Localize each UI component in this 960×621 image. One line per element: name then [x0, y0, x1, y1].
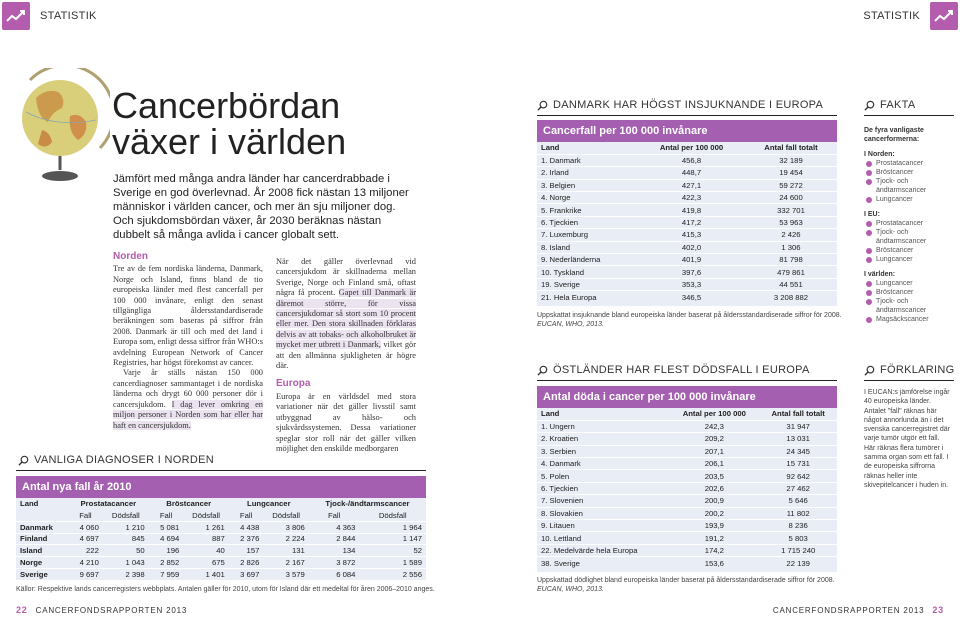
sub-header: Dödsfall [378, 510, 407, 520]
list-item [864, 297, 954, 315]
list-item-text: Bröstcancer [876, 289, 914, 296]
table-cell-tot: 5 803 [788, 533, 808, 543]
table-cell: 1 043 [125, 557, 145, 567]
table-row [537, 495, 837, 507]
col-header-per: Antal per 100 000 [682, 409, 746, 419]
table-cell-land: 2. Kroatien [541, 434, 579, 444]
col-header-land: Land [20, 499, 39, 509]
table-row [537, 254, 837, 266]
table-cell-land: 5. Frankrike [541, 205, 582, 215]
table-cell-land: 9. Nederländerna [541, 255, 601, 265]
table-row [537, 520, 837, 532]
list-item [864, 228, 954, 246]
sub-header: Dödsfall [192, 510, 220, 520]
table-row [537, 445, 837, 457]
table-row [537, 216, 837, 228]
table-cell: 4 210 [79, 557, 99, 567]
table-cell-per: 401,9 [681, 255, 702, 265]
table-cell: 2 398 [125, 569, 145, 579]
table-cell-tot: 8 236 [788, 521, 808, 531]
table-cell: 2 826 [240, 557, 260, 567]
table-cell-land: 5. Polen [541, 471, 570, 481]
table-cell-tot: 13 031 [786, 434, 810, 444]
table-row [537, 278, 837, 290]
list-item-text: Prostatacancer [876, 220, 924, 227]
table-row [16, 533, 426, 545]
bullet-icon [866, 230, 872, 236]
bullet-icon [866, 221, 872, 227]
table-cell-per: 346,5 [681, 292, 702, 302]
globe-illustration [12, 68, 110, 186]
nordic-table [16, 498, 426, 580]
table-cell: 1 589 [402, 557, 422, 567]
bullet-icon [866, 197, 872, 203]
table-cell-tot: 31 947 [786, 422, 810, 432]
table-row [537, 470, 837, 482]
table-cell-per: 397,6 [681, 267, 702, 277]
bullet-icon [866, 290, 872, 296]
publication-name: CANCERFONDSRAPPORTEN 2013 [772, 605, 925, 615]
table-row [537, 433, 837, 445]
table-row [537, 204, 837, 216]
list-item [864, 177, 954, 195]
list-item [864, 246, 954, 255]
table-cell: 2 376 [240, 534, 260, 544]
table-cell-per: 417,2 [681, 218, 702, 228]
bullet-icon [866, 248, 872, 254]
bullet-icon [866, 161, 872, 167]
table-row [16, 556, 426, 568]
list-item-text: Lungcancer [876, 196, 913, 203]
body-paragraph: När det gäller överlevnad vid cancersjukdom är skillnaderna mellan Sverige, Norge och Finland små, oftast några få procent. Gapet till Danmark är däremot större, för vissa cancersjukdomar så stort som 10 procent eller mer. Den stora skillnaden förklaras delvis av att tobaks- och alkoholbruket är mycket mer utbrett i Danmark, vilket gör att den allmänna sjukligheten är högre där. [276, 257, 416, 371]
row-country: Island [20, 546, 43, 556]
table-row [537, 291, 837, 303]
table-cell: 5 081 [160, 522, 180, 532]
denmark-table-title: Cancerfall per 100 000 invånare [537, 120, 837, 142]
table-row [537, 266, 837, 278]
table-cell: 3 579 [285, 569, 305, 579]
table-cell: 675 [211, 557, 225, 567]
table-cell-land: 9. Litauen [541, 521, 575, 531]
norden-heading: Norden [113, 251, 148, 262]
table-cell-per: 456,8 [681, 156, 702, 166]
row-country: Norge [20, 557, 43, 567]
table-row [16, 568, 426, 580]
bullet-icon [866, 179, 872, 185]
table-cell: 131 [292, 546, 305, 556]
nordic-source: Källor: Respektive lands cancerregisters webbplats. Antalen gäller för 2010, utom för Island där ett medeltal för åren 2006–2010 anges. [16, 586, 435, 593]
list-item [864, 195, 954, 204]
table-cell-land: 8. Slovakien [541, 508, 583, 518]
table-row [537, 458, 837, 470]
sub-header: Fall [159, 510, 173, 520]
table-cell-tot: 24 345 [786, 446, 810, 456]
table-row [537, 167, 837, 179]
list-item-text: Tjock- och ändtarmscancer [876, 298, 927, 314]
table-cell: 4 694 [160, 534, 180, 544]
chart-icon [2, 2, 30, 30]
table-cell-land: 3. Belgien [541, 180, 576, 190]
table-cell: 2 224 [285, 534, 305, 544]
list-item [864, 159, 954, 168]
list-item [864, 219, 954, 228]
table-cell: 9 697 [79, 569, 99, 579]
list-item-text: Bröstcancer [876, 247, 914, 254]
table-cell: 4 438 [240, 522, 260, 532]
page-number: 22 [16, 605, 28, 615]
table-row [537, 179, 837, 191]
table-cell-tot: 32 189 [779, 156, 803, 166]
magnifier-icon [864, 100, 875, 111]
table-cell-land: 4. Danmark [541, 459, 581, 469]
table-cell-land: 38. Sverige [541, 558, 580, 568]
list-item [864, 288, 954, 297]
table-cell-tot: 44 551 [779, 279, 803, 289]
body-paragraph: Europa är en världsdel med stora variationer när det gäller livsstil samt utbyggnad av hälso- och sjukvårdssystemen. Dessa variationer speglar stor roll när det gäller vilken möjlighet den enskilde medborgaren [276, 391, 416, 453]
table-cell: 40 [216, 546, 225, 556]
fakta-heading: FAKTA [864, 99, 916, 111]
list-item-text: Prostatacancer [876, 160, 924, 167]
table-row [537, 532, 837, 544]
col-header-group: Bröstcancer [166, 499, 212, 509]
publication-name: CANCERFONDSRAPPORTEN 2013 [35, 605, 188, 615]
divider [16, 470, 426, 471]
bullet-icon [866, 299, 872, 305]
divider [537, 115, 837, 116]
table-cell-per: 202,6 [704, 484, 724, 494]
divider [864, 380, 954, 381]
table-cell-tot: 1 715 240 [781, 545, 816, 555]
magnifier-icon [18, 455, 29, 466]
table-cell: 134 [342, 546, 356, 556]
table-cell: 3 872 [336, 557, 356, 567]
col-header-group: Tjock-/ändtarmscancer [325, 499, 410, 509]
table-cell: 1 964 [402, 522, 422, 532]
sub-header: Dödsfall [111, 510, 140, 520]
section-label: STATISTIK [40, 10, 97, 22]
list-item [864, 315, 954, 324]
table-cell: 1 147 [402, 534, 422, 544]
table-cell-per: 209,2 [704, 434, 724, 444]
table-cell-land: 19. Sverige [541, 279, 580, 289]
denmark-section-heading: DANMARK HAR HÖGST INSJUKNANDE I EUROPA [537, 99, 823, 111]
table-cell: 52 [413, 546, 422, 556]
east-table-box [537, 386, 837, 572]
table-row [537, 192, 837, 204]
table-cell-land: 10. Lettland [541, 533, 582, 543]
table-cell-per: 193,9 [704, 521, 724, 531]
row-country: Sverige [20, 569, 48, 579]
table-cell-tot: 11 802 [786, 508, 810, 518]
footer-left [16, 599, 187, 621]
list-item-text: Lungcancer [876, 256, 913, 263]
table-cell-per: 203,5 [704, 471, 724, 481]
nordic-table-box [16, 476, 426, 580]
table-cell-land: 1. Danmark [541, 156, 581, 166]
table-cell-land: 10. Tyskland [541, 267, 585, 277]
table-cell-tot: 3 208 882 [773, 292, 809, 302]
table-cell-tot: 27 462 [786, 484, 810, 494]
table-cell: 3 806 [285, 522, 305, 532]
row-country: Finland [20, 534, 48, 544]
magnifier-icon [864, 365, 875, 376]
page-number: 23 [932, 605, 944, 615]
table-row [537, 154, 837, 166]
table-cell-land: 3. Serbien [541, 446, 577, 456]
sub-header: Dödsfall [272, 510, 300, 520]
table-row [537, 507, 837, 519]
table-cell-per: 402,0 [681, 242, 702, 252]
table-cell-tot: 22 139 [786, 558, 810, 568]
table-row [537, 482, 837, 494]
table-cell-tot: 24 600 [779, 193, 803, 203]
fakta-intro: De fyra vanligaste cancerformerna: [864, 127, 924, 143]
table-cell-per: 207,1 [704, 446, 724, 456]
table-cell-land: 21. Hela Europa [541, 292, 597, 302]
table-cell-land: 4. Norge [541, 193, 571, 203]
denmark-table [537, 142, 837, 303]
list-item [864, 255, 954, 264]
table-cell-per: 200,2 [704, 508, 724, 518]
section-tag-right [863, 0, 958, 32]
table-cell-land: 6. Tjeckien [541, 484, 579, 494]
table-cell-land: 8. Island [541, 242, 571, 252]
divider [864, 115, 954, 116]
table-cell: 2 556 [402, 569, 422, 579]
row-country: Danmark [20, 522, 53, 532]
table-cell: 2 852 [160, 557, 180, 567]
table-cell-per: 448,7 [681, 168, 702, 178]
table-row [537, 229, 837, 241]
list-item-text: Bröstcancer [876, 169, 914, 176]
table-cell-per: 353,3 [681, 279, 702, 289]
table-cell-per: 242,3 [704, 422, 724, 432]
nordic-table-title: Antal nya fall år 2010 [16, 476, 426, 498]
table-cell-per: 200,9 [704, 496, 724, 506]
table-cell-tot: 59 272 [779, 180, 803, 190]
europa-heading: Europa [276, 378, 311, 390]
table-cell-tot: 1 306 [781, 242, 801, 252]
table-cell-tot: 2 426 [781, 230, 801, 240]
table-cell-land: 2. Irland [541, 168, 569, 178]
list-item-text: Tjock- och ändtarmscancer [876, 178, 927, 194]
table-cell-per: 415,3 [681, 230, 702, 240]
col-header-group: Prostatacancer [80, 499, 137, 509]
bullet-icon [866, 257, 872, 263]
table-cell-tot: 5 646 [788, 496, 808, 506]
sub-header: Fall [327, 510, 341, 520]
table-cell-tot: 92 642 [786, 471, 810, 481]
bullet-icon [866, 170, 872, 176]
table-cell-land: 6. Tjeckien [541, 218, 579, 228]
divider [537, 380, 837, 381]
table-cell: 157 [246, 546, 260, 556]
body-column-2 [276, 257, 416, 454]
table-cell: 1 210 [125, 522, 145, 532]
east-table [537, 408, 837, 569]
table-cell-per: 427,1 [681, 180, 702, 190]
table-row [537, 544, 837, 556]
east-section-heading: ÖSTLÄNDER HAR FLEST DÖDSFALL I EUROPA [537, 364, 810, 376]
table-cell: 7 959 [160, 569, 180, 579]
table-cell-land: 7. Luxemburg [541, 230, 589, 240]
table-cell: 222 [86, 546, 99, 556]
table-cell: 1 261 [205, 522, 225, 532]
table-cell-tot: 332 701 [777, 205, 805, 215]
fakta-group-label: I världen: [864, 271, 896, 278]
col-header-land: Land [541, 409, 560, 419]
table-cell-land: 7. Slovenien [541, 496, 584, 506]
highlight-quote: I dag lever omkring en miljon personer i Norden som har eller har haft en cancersjukdom. [113, 399, 263, 430]
table-cell: 3 697 [240, 569, 260, 579]
fakta-group-label: I Norden: [864, 151, 895, 158]
table-cell: 196 [166, 546, 180, 556]
table-cell-tot: 81 798 [779, 255, 803, 265]
article-lead: Jämfört med många andra länder har cancerdrabbade i Sverige en god överlevnad. År 2008 fick nästan 13 miljoner människor i världen cancer, och mer än sju miljoner dog. Och sjukdomsbördan växer, år 2030 beräknas nästan dubbelt så många avlida i cancer globalt sett. [113, 173, 409, 241]
col-header-total: Antal fall totalt [771, 409, 825, 419]
list-item [864, 279, 954, 288]
col-header-per: Antal per 100 000 [659, 143, 724, 153]
bullet-icon [866, 281, 872, 287]
table-cell-tot: 53 963 [779, 218, 803, 228]
table-cell: 6 084 [336, 569, 356, 579]
table-cell-per: 419,8 [681, 205, 702, 215]
fakta-box [864, 126, 954, 324]
table-cell-land: 22. Medelvärde hela Europa [541, 545, 638, 555]
body-paragraph: Tre av de fem nordiska länderna, Danmark, Norge och Island, finns bland de tio europeiska länder med flest cancerfall per 100 000 invånare, enligt den senast tillgängliga åldersstandardiserade beräkningen som baseras på siffror från 2008. Danmark är till och med det land i Europa som, enligt dessa siffror från WHO:s avdelning European Network of Cancer Registries, har högst förekomst av cancer. [113, 264, 263, 368]
table-cell: 887 [211, 534, 225, 544]
table-cell: 845 [131, 534, 145, 544]
footer-right [773, 599, 944, 621]
list-item [864, 168, 954, 177]
table-cell: 50 [136, 546, 145, 556]
east-table-title: Antal döda i cancer per 100 000 invånare [537, 386, 837, 408]
table-cell-tot: 479 861 [777, 267, 805, 277]
bullet-icon [866, 317, 872, 323]
col-header-total: Antal fall totalt [764, 143, 818, 153]
denmark-table-box [537, 120, 837, 306]
list-item-text: Tjock- och ändtarmscancer [876, 229, 927, 245]
section-tag-left [2, 0, 97, 32]
section-label: STATISTIK [863, 10, 920, 22]
table-row [537, 420, 837, 432]
table-cell: 4 060 [79, 522, 99, 532]
table-cell-tot: 15 731 [786, 459, 810, 469]
sub-header: Fall [239, 510, 253, 520]
magnifier-icon [537, 365, 548, 376]
table-cell-per: 174,2 [704, 545, 724, 555]
body-column-1 [113, 252, 263, 431]
fakta-group-label: I EU: [864, 211, 880, 218]
table-cell-land: 1. Ungern [541, 422, 575, 432]
col-header-land: Land [541, 143, 560, 153]
list-item-text: Lungcancer [876, 280, 913, 287]
table-cell-per: 153,6 [704, 558, 724, 568]
table-cell: 4 363 [336, 522, 356, 532]
chart-icon [930, 2, 958, 30]
table-cell-tot: 19 454 [779, 168, 803, 178]
sub-header-row [16, 510, 426, 522]
col-header-group: Lungcancer [247, 499, 291, 509]
body-paragraph: Varje år ställs nästan 150 000 cancerdiagnoser sammantaget i de nordiska länderna och drygt 60 000 personer dör i cancersjukdom. I dag lever omkring en miljon personer i Norden som har eller har haft en cancersjukdom. [113, 368, 263, 430]
table-row [16, 521, 426, 533]
table-row [16, 545, 426, 557]
table-cell-per: 206,1 [704, 459, 724, 469]
table-cell: 2 844 [336, 534, 356, 544]
denmark-note: Uppskattat insjuknande bland europeiska länder baserat på åldersstandardiserade siffror för 2008. EUCAN, WHO, 2013. [537, 312, 842, 328]
table-row [537, 241, 837, 253]
table-row [537, 557, 837, 569]
table-cell: 1 401 [205, 569, 225, 579]
east-note: Uppskattad dödlighet bland europeiska länder baserat på åldersstandardiserade siffror för 2008. EUCAN, WHO, 2013. [537, 577, 835, 593]
table-cell-per: 191,2 [704, 533, 724, 543]
forklaring-text: I EUCAN:s jämförelse ingår 40 europeiska länder. Antalet "fall" räknas här något annorlunda än i det svenska cancerregistret där varje tumör utgör ett fall. Här räknas flera tumörer i samma organ som ett fall. I de europeiska siffrorna räknas heller inte skivepitelcancer i huden in. [864, 389, 950, 489]
sub-header: Fall [79, 510, 92, 520]
table-cell-per: 422,3 [681, 193, 702, 203]
table-cell: 2 167 [285, 557, 305, 567]
list-item-text: Magsäckscancer [876, 316, 929, 323]
highlight-quote: Gapet till Danmark är däremot större, för vissa cancersjukdomar så stort som 10 procent eller mer. Den stora skillnaden förklaras delvis av att tobaks- och alkoholbruket är mycket mer utbrett i Danmark, [276, 288, 416, 350]
article-title: Cancerbördan växer i världen [112, 85, 347, 162]
nordic-section-heading: VANLIGA DIAGNOSER I NORDEN [18, 454, 214, 466]
magnifier-icon [537, 100, 548, 111]
forklaring-heading: FÖRKLARING [864, 364, 955, 376]
table-cell: 4 697 [79, 534, 99, 544]
